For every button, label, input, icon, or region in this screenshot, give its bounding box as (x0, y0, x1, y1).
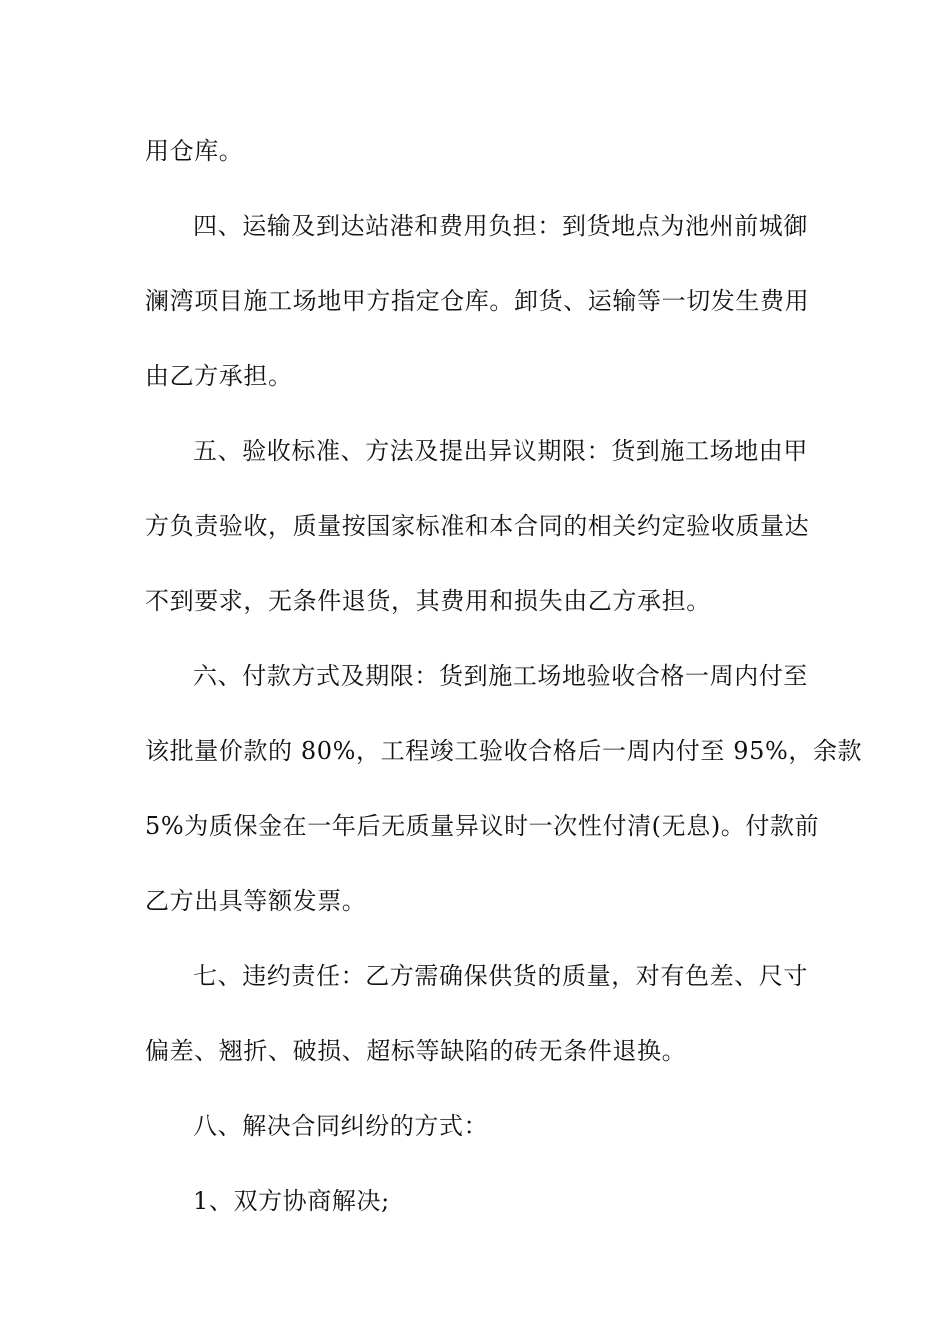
text-line: 不到要求，无条件退货，其费用和损失由乙方承担。 (145, 587, 711, 615)
text-line: 用仓库。 (145, 137, 244, 165)
list-item-line: 1、双方协商解决; (193, 1187, 390, 1215)
section-four-heading-line: 四、运输及到达站港和费用负担：到货地点为池州前城御 (193, 212, 808, 240)
section-eight-heading-line: 八、解决合同纠纷的方式： (193, 1112, 489, 1140)
text-line: 偏差、翘折、破损、超标等缺陷的砖无条件退换。 (145, 1037, 687, 1065)
section-six-heading-line: 六、付款方式及期限：货到施工场地验收合格一周内付至 (193, 662, 808, 690)
section-five-heading-line: 五、验收标准、方法及提出异议期限：货到施工场地由甲 (193, 437, 808, 465)
text-line: 该批量价款的 80%，工程竣工验收合格后一周内付至 95%，余款 (145, 737, 863, 765)
text-line: 5%为质保金在一年后无质量异议时一次性付清(无息)。付款前 (145, 812, 820, 840)
text-line: 由乙方承担。 (145, 362, 293, 390)
text-line: 乙方出具等额发票。 (145, 887, 367, 915)
text-line: 方负责验收，质量按国家标准和本合同的相关约定验收质量达 (145, 512, 810, 540)
text-line: 澜湾项目施工场地甲方指定仓库。卸货、运输等一切发生费用 (145, 287, 810, 315)
section-seven-heading-line: 七、违约责任：乙方需确保供货的质量，对有色差、尺寸 (193, 962, 808, 990)
